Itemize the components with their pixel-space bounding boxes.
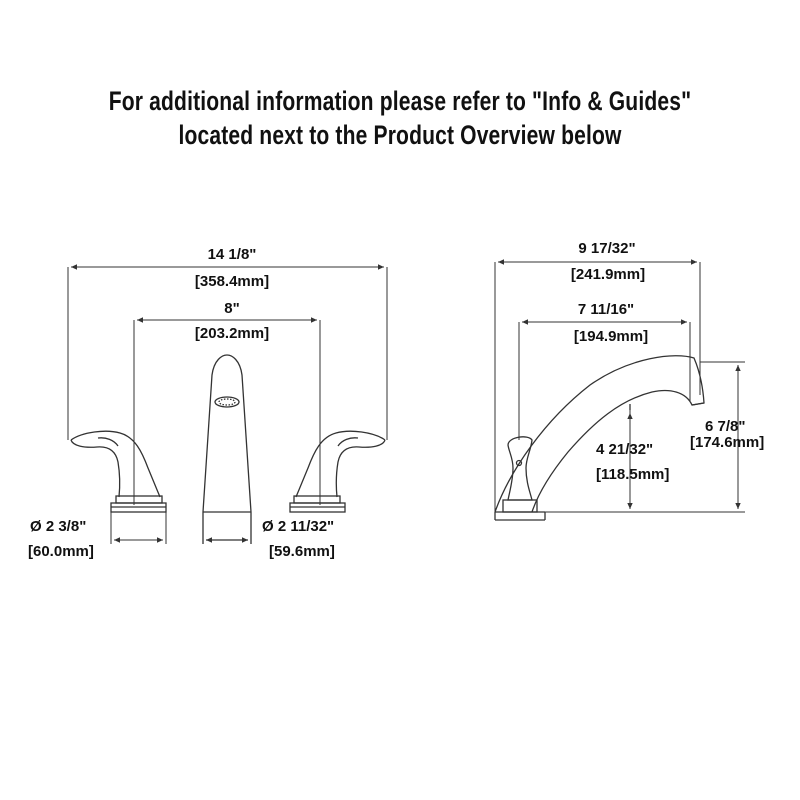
spout-clearance-metric: [118.5mm] <box>596 466 670 483</box>
info-heading-line-1: For additional information please refer to "Info & Guides" <box>108 86 692 116</box>
spout-reach-metric: [194.9mm] <box>573 328 649 345</box>
spout-clearance-imperial: 4 21/32" <box>596 441 654 458</box>
spout-side <box>495 356 704 520</box>
overall-height-imperial: 6 7/8" <box>705 418 746 435</box>
center-spacing-metric: [203.2mm] <box>194 325 270 342</box>
overall-height-metric: [174.6mm] <box>690 434 765 451</box>
right-handle <box>290 431 385 512</box>
center-spacing-imperial: 8" <box>224 300 240 317</box>
handle-base-diameter-metric: [60.0mm] <box>28 543 94 560</box>
overall-width-dimension <box>68 267 387 440</box>
spout-base-diameter-metric: [59.6mm] <box>269 543 335 560</box>
overall-width-metric: [358.4mm] <box>194 273 270 290</box>
overall-width-imperial: 14 1/8" <box>207 246 257 263</box>
overall-depth-imperial: 9 17/32" <box>578 240 636 257</box>
info-heading-line-2: located next to the Product Overview below <box>178 120 622 150</box>
overall-depth-metric: [241.9mm] <box>570 266 646 283</box>
side-handle <box>503 437 537 512</box>
handle-base-diameter-imperial: Ø 2 3/8" <box>30 518 87 535</box>
handle-base-dimension <box>111 512 166 544</box>
spout-front <box>203 355 251 544</box>
spout-base-diameter-imperial: Ø 2 11/32" <box>262 518 335 535</box>
center-spacing-dimension <box>134 320 320 505</box>
left-handle <box>71 431 166 512</box>
spout-reach-imperial: 7 11/16" <box>577 301 635 318</box>
